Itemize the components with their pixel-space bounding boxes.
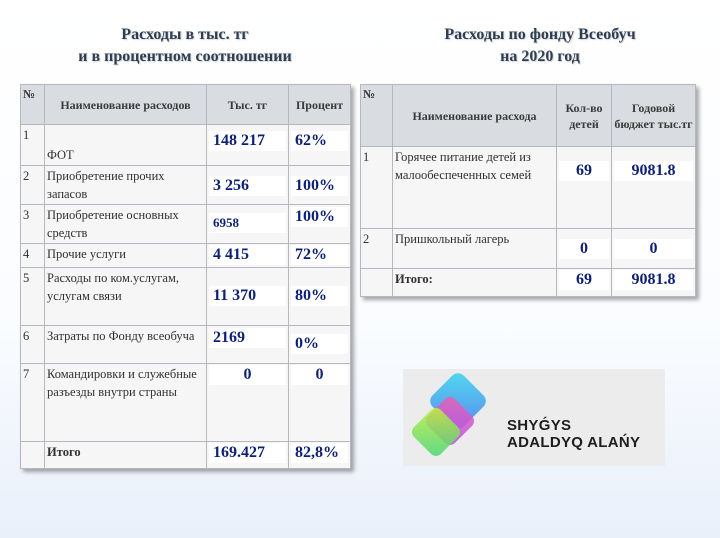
col-header-percent: Процент [289, 85, 351, 125]
total-amount: 169.427 [209, 443, 286, 463]
row-count: 69 [559, 161, 609, 181]
row-num: 1 [21, 125, 45, 166]
row-num: 7 [21, 364, 45, 442]
row-name: Горячее питание детей из малообеспеченных семей [393, 147, 557, 229]
table-row [21, 166, 351, 205]
row-num: 3 [21, 205, 45, 244]
col-header-num: № [21, 85, 45, 125]
row-num: 2 [361, 229, 393, 269]
row-num: 1 [361, 147, 393, 229]
total-percent: 82,8% [291, 443, 348, 463]
row-num: 6 [21, 326, 45, 364]
right-title-line2: на 2020 год [500, 48, 580, 65]
fund-table [360, 84, 696, 297]
total-row [21, 442, 351, 469]
row-name: ФОТ [45, 125, 207, 166]
left-title-line2: и в процентном соотношении [78, 48, 292, 65]
row-amount: 6958 [209, 213, 286, 233]
row-name: Приобретение основных средств [45, 205, 207, 244]
total-count: 69 [559, 270, 609, 290]
row-percent: 72% [291, 245, 348, 265]
right-title-line1: Расходы по фонду Всеобуч [444, 26, 636, 43]
row-percent: 80% [291, 286, 348, 306]
table-row [21, 326, 351, 364]
col-header-count: Кол-во детей [557, 85, 612, 147]
row-percent: 0 [291, 365, 348, 385]
total-budget: 9081.8 [614, 270, 693, 290]
table-row [21, 125, 351, 166]
row-name: Расходы по ком.услугам, услугам связи [45, 268, 207, 326]
logo-mark-icon [403, 369, 503, 466]
col-header-budget: Годовой бюджет тыс.тг [612, 85, 696, 147]
table-row [21, 364, 351, 442]
row-num: 2 [21, 166, 45, 205]
table-row [21, 268, 351, 326]
left-title [20, 24, 350, 68]
row-name: Затраты по Фонду всеобуча [45, 326, 207, 364]
row-budget: 9081.8 [614, 161, 693, 181]
row-amount: 0 [209, 365, 286, 385]
logo [403, 369, 665, 466]
row-amount: 148 217 [209, 131, 286, 151]
table-row [361, 147, 696, 229]
row-amount: 11 370 [209, 286, 286, 306]
table-row [21, 244, 351, 268]
row-name: Приобретение прочих запасов [45, 166, 207, 205]
logo-line1: SHYǴYS [507, 417, 572, 434]
row-percent: 100% [291, 176, 348, 196]
total-row [361, 269, 696, 297]
table-row [361, 229, 696, 269]
table-row [21, 205, 351, 244]
total-label: Итого: [393, 269, 557, 297]
row-count: 0 [559, 239, 609, 259]
total-label: Итого [45, 442, 207, 469]
row-budget: 0 [614, 239, 693, 259]
right-title [395, 24, 685, 68]
row-name: Прочие услуги [45, 244, 207, 268]
col-header-num: № [361, 85, 393, 147]
row-num: 5 [21, 268, 45, 326]
logo-text [507, 417, 640, 451]
row-percent: 100% [291, 207, 348, 227]
left-title-line1: Расходы в тыс. тг [121, 26, 249, 43]
row-num: 4 [21, 244, 45, 268]
col-header-amount: Тыс. тг [207, 85, 289, 125]
row-name: Пришкольный лагерь [393, 229, 557, 269]
row-amount: 4 415 [209, 245, 286, 265]
row-name: Командировки и служебные разъезды внутри страны [45, 364, 207, 442]
logo-line2: ADALDYQ ALAŃY [507, 434, 641, 451]
row-percent: 62% [291, 131, 348, 151]
row-percent: 0% [291, 334, 348, 354]
col-header-name: Наименование расходов [45, 85, 207, 125]
expenses-table [20, 84, 351, 469]
row-amount: 2169 [209, 328, 286, 348]
row-amount: 3 256 [209, 176, 286, 196]
col-header-name: Наименование расхода [393, 85, 557, 147]
